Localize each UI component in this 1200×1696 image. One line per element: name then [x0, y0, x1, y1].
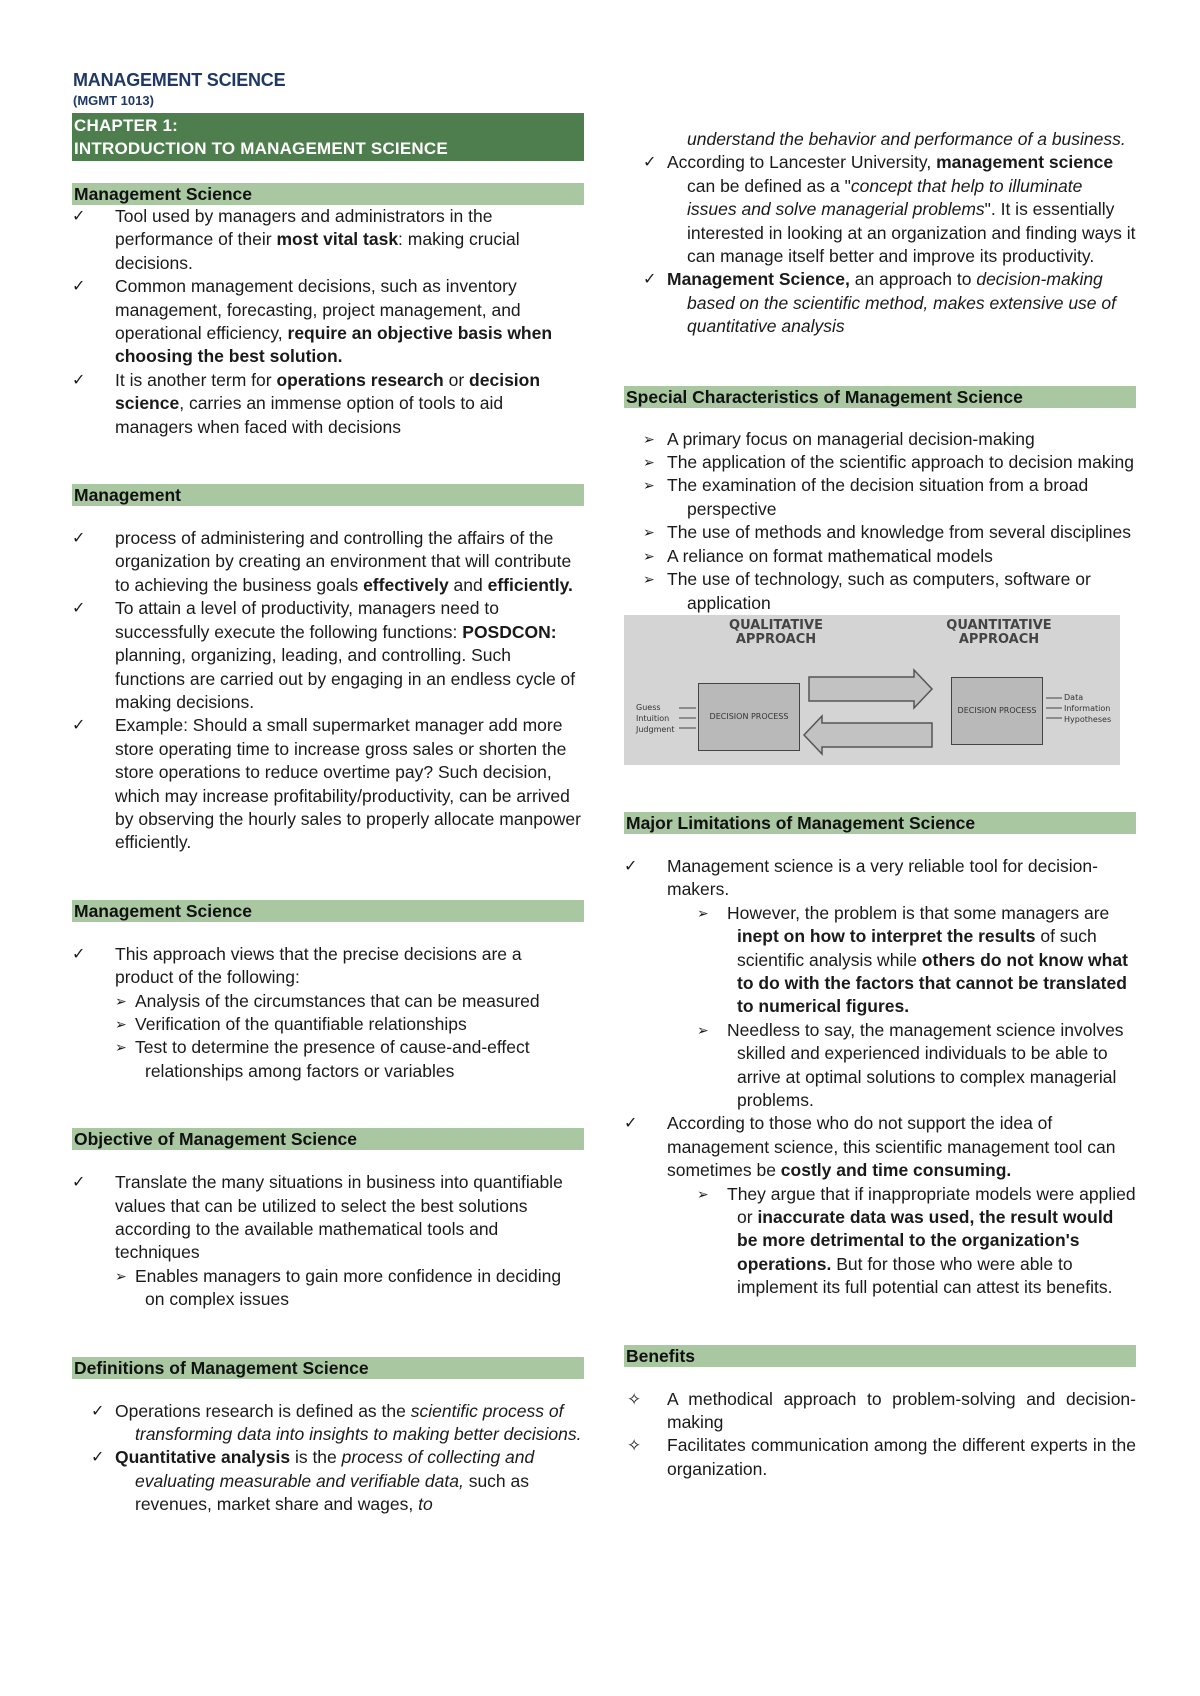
list-item: ✧ A methodical approach to problem-solving and decision-making	[627, 1388, 1136, 1433]
list-item: ✓ According to Lancester University, management science can be defined as a "concept that help to illuminate issues and solve managerial problems". It is essentially interested in looking at an organization and finding ways it can manage itself better and improve its productivity.	[643, 152, 1136, 267]
list-item: ➢ The use of methods and knowledge from several disciplines	[624, 521, 1136, 544]
list-item: ➢ A primary focus on managerial decision-making	[624, 428, 1136, 451]
arrowhead-bullet-icon: ➢	[643, 524, 655, 541]
qualitative-decision-process-box: DECISION PROCESS	[698, 683, 800, 751]
list-item: ✓ Translate the many situations in business into quantifiable values that can be utilized to select the best solutions according to the available mathematical tools and techniques	[72, 1172, 563, 1263]
list-item: ➢ Needless to say, the management science involves skilled and experienced individuals to be able to arrive at optimal solutions to complex managerial problems.	[697, 1019, 1124, 1110]
list-item: ➢ A reliance on format mathematical models	[624, 545, 1136, 568]
list-item: ➢ The application of the scientific approach to decision making	[624, 451, 1136, 474]
qualitative-inputs: Guess Intuition Judgment	[636, 702, 675, 734]
document-title: MANAGEMENT SCIENCE	[73, 70, 286, 90]
management-list	[72, 527, 584, 855]
list-item: ✧ Facilitates communication among the different experts in the organization.	[627, 1435, 1136, 1479]
left-column	[72, 183, 584, 1517]
approach-comparison-figure	[624, 615, 1120, 765]
four-point-star-icon: ✧	[627, 1389, 642, 1409]
quantitative-inputs: Data Information Hypotheses	[1064, 692, 1112, 724]
list-item: ✓ It is another term for operations research or decision science, carries an immense option of tools to aid managers when faced with decisions	[72, 369, 541, 437]
special-characteristics-list	[624, 428, 1136, 615]
section-heading-limitations: Major Limitations of Management Science	[624, 812, 1136, 834]
chapter-title: INTRODUCTION TO MANAGEMENT SCIENCE	[74, 139, 448, 158]
arrowhead-bullet-icon: ➢	[115, 1267, 127, 1284]
list-item: ✓ Common management decisions, such as inventory management, forecasting, project management, and operational efficiency, require an objective basis when choosing the best solution.	[72, 276, 553, 367]
definitions-list	[72, 1400, 584, 1517]
list-item: ➢ Enables managers to gain more confidence in deciding on complex issues	[115, 1265, 562, 1310]
list-item: ✓ Management Science, an approach to decision-making based on the scientific method, makes extensive use of quantitative analysis	[643, 269, 1116, 337]
list-item: ➢ Analysis of the circumstances that can be measured	[72, 990, 584, 1013]
arrowhead-bullet-icon: ➢	[643, 430, 655, 447]
section-heading-benefits: Benefits	[624, 1345, 1136, 1367]
left-arrow-shape	[804, 716, 932, 754]
list-item: ✓ This approach views that the precise decisions are a product of the following:	[72, 943, 522, 988]
list-item: ✓ Example: Should a small supermarket manager add more store operating time to increase gross sales or shorten the store operations to reduce overtime pay? Such decision, which may increase profitability/productivity, can be arrived by observing the hourly sales to properly allocate manpower efficiently.	[72, 715, 581, 853]
check-mark-icon: ✓	[624, 857, 638, 875]
section-heading-management-science-approach: Management Science	[72, 900, 584, 922]
list-item: ✓ process of administering and controlling the affairs of the organization by creating an environment that will contribute to achieving the business goals effectively and efficiently.	[72, 528, 573, 595]
check-mark-icon: ✓	[72, 371, 86, 389]
arrowhead-bullet-icon: ➢	[643, 477, 655, 494]
list-item: ➢ The examination of the decision situation from a broad perspective	[643, 475, 1089, 519]
arrowhead-bullet-icon: ➢	[697, 1021, 709, 1038]
approach-list	[72, 943, 584, 990]
management-science-list	[72, 205, 584, 439]
definition-continuation: understand the behavior and performance of a business.	[687, 129, 1126, 149]
arrowhead-bullet-icon: ➢	[643, 454, 655, 471]
arrowhead-bullet-icon: ➢	[697, 1185, 709, 1202]
section-heading-special-characteristics: Special Characteristics of Management Science	[624, 386, 1136, 408]
quantitative-decision-process-box: DECISION PROCESS	[951, 677, 1043, 745]
arrowhead-bullet-icon: ➢	[115, 1015, 127, 1032]
chapter-banner	[72, 113, 584, 161]
arrowhead-bullet-icon: ➢	[643, 571, 655, 588]
check-mark-icon: ✓	[91, 1449, 105, 1467]
arrowhead-bullet-icon: ➢	[643, 547, 655, 564]
list-item: ✓ Operations research is defined as the scientific process of transforming data into insights to making better decisions.	[91, 1400, 582, 1445]
section-heading-management-science: Management Science	[72, 183, 584, 205]
check-mark-icon: ✓	[72, 530, 86, 548]
check-mark-icon: ✓	[72, 278, 86, 296]
arrowhead-bullet-icon: ➢	[115, 1039, 127, 1056]
list-item: ✓ According to those who do not support the idea of management science, this scientific management tool can sometimes be costly and time consuming.	[624, 1113, 1116, 1181]
check-mark-icon: ✓	[72, 600, 86, 618]
list-item: ➢ However, the problem is that some managers are inept on how to interpret the results of such scientific analysis while others do not know what to do with the factors that cannot be translated to numerical figures.	[697, 902, 1128, 1017]
limitations-sublist	[624, 902, 1136, 1113]
section-heading-objective: Objective of Management Science	[72, 1128, 584, 1150]
limitations-list-2	[624, 1112, 1136, 1182]
right-column	[624, 128, 1136, 1481]
list-item: ✓ Management science is a very reliable tool for decision-makers.	[624, 855, 1098, 900]
list-item: ✓ To attain a level of productivity, managers need to successfully execute the following functions: POSDCON: planning, organizing, leading, and controlling. Such functions are carried out by engaging in an endless cycle of making decisions.	[72, 598, 576, 712]
list-item: ✓ Quantitative analysis is the process of collecting and evaluating measurable and verifiable data, such as revenues, market share and wages, to	[91, 1447, 535, 1515]
approach-sublist	[72, 990, 584, 1084]
check-mark-icon: ✓	[72, 945, 86, 963]
check-mark-icon: ✓	[72, 208, 86, 225]
objective-list	[72, 1171, 584, 1265]
four-point-star-icon: ✧	[627, 1436, 642, 1456]
definitions-list-continued	[624, 151, 1136, 338]
limitations-list	[624, 855, 1136, 902]
limitations-sublist-2	[624, 1183, 1136, 1300]
check-mark-icon: ✓	[72, 1174, 86, 1192]
list-item: ➢ They argue that if inappropriate models were applied or inaccurate data was used, the result would be more detrimental to the organization's operations. But for those who were able to implement its full potential can attest its benefits.	[697, 1183, 1136, 1298]
check-mark-icon: ✓	[643, 154, 657, 172]
objective-sublist	[72, 1265, 584, 1312]
arrowhead-bullet-icon: ➢	[697, 904, 709, 921]
arrowhead-bullet-icon: ➢	[115, 992, 127, 1009]
quantitative-approach-label: QUANTITATIVE APPROACH	[946, 617, 1052, 647]
section-heading-management: Management	[72, 484, 584, 506]
chapter-number: CHAPTER 1:	[74, 116, 179, 135]
qualitative-approach-label: QUALITATIVE APPROACH	[729, 617, 823, 647]
check-mark-icon: ✓	[72, 717, 86, 735]
course-code: (MGMT 1013)	[73, 93, 154, 108]
right-arrow-shape	[809, 670, 932, 708]
list-item: ➢ Verification of the quantifiable relationships	[72, 1013, 584, 1036]
section-heading-definitions: Definitions of Management Science	[72, 1357, 584, 1379]
list-item: ➢ Test to determine the presence of cause-and-effect relationships among factors or variables	[115, 1037, 530, 1081]
check-mark-icon: ✓	[91, 1402, 105, 1420]
check-mark-icon: ✓	[643, 271, 657, 289]
list-item: ➢ The use of technology, such as computers, software or application	[643, 569, 1091, 613]
list-item: ✓ Tool used by managers and administrators in the performance of their most vital task: making crucial decisions.	[72, 206, 520, 273]
check-mark-icon: ✓	[624, 1115, 638, 1133]
benefits-list	[624, 1388, 1136, 1482]
